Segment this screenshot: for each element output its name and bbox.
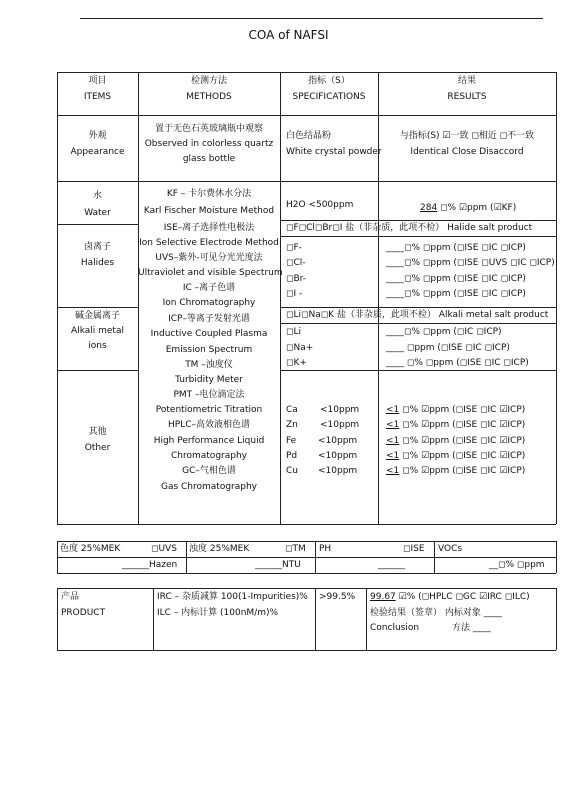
vocs-result: __◻% ◻ppm [489,560,545,570]
other-result-rest: ◻% ☑ppm (◻ISE ◻IC ☑ICP) [399,451,526,461]
ph-label: PH [319,544,332,554]
appearance-method-3: glass bottle [182,154,236,164]
vocs-label: VOCs [438,544,463,554]
header-items-cn: 项目 [88,76,107,86]
other-limit: <10ppm [318,466,358,476]
method-line: High Performance Liquid [153,436,265,446]
method-line: Chromatography [171,451,247,461]
turbidity-label: 浊度 25%MEK [189,544,250,554]
method-line: Potentiometric Titration [155,405,263,415]
ph-method: ◻ISE [403,544,425,554]
other-result [386,451,525,462]
method-line: ISE–离子选择性电极法 [163,223,255,233]
other-result-rest: ◻% ☑ppm (◻ISE ◻IC ☑ICP) [399,405,526,415]
method-line: UVS–紫外-可见分光光度法 [155,253,263,263]
page-title: COA of NAFSI [248,28,329,42]
alkali-item-en-1: Alkali metal [71,326,124,336]
water-method-1: KF – 卡尔费休水分法 [166,189,252,199]
turbidity-result: ______NTU [255,560,301,570]
color-label: 色度 25%MEK [60,544,121,554]
other-element: Ca [286,405,298,415]
color-result: ______Hazen [122,560,178,570]
water-item-en: Water [84,208,111,218]
halide-result: ____◻% ◻ppm (◻ISE ◻IC ◻ICP) [386,289,526,299]
halide-result: ____◻% ◻ppm (◻ISE ◻IC ◻ICP) [386,243,526,253]
appearance-spec-en: White crystal powder [286,147,382,157]
product-result-value: 99.67 [370,592,396,602]
method-line: Inductive Coupled Plasma [150,329,268,339]
header-results-cn: 结果 [457,76,476,86]
product-result-rest: ☑% (◻HPLC ◻GC ☑IRC ◻ILC) [395,592,530,602]
top-rule [80,18,543,19]
method-line: Turbidity Meter [175,375,243,385]
halide-result: ____◻% ◻ppm (◻ISE ◻IC ◻ICP) [386,274,526,284]
other-limit: <10ppm [318,451,358,461]
halide-spec: ◻I - [286,289,303,299]
other-limit: <10ppm [320,405,360,415]
water-method-2: Karl Fischer Moisture Method [143,206,275,216]
other-element: Fe [286,436,297,446]
other-element: Zn [286,420,298,430]
halide-spec: ◻Br- [286,274,307,284]
halide-result: ____◻% ◻ppm (◻ISE ◻UVS ◻IC ◻ICP) [386,258,555,268]
alkali-spec: ◻Na+ [286,343,314,353]
other-result-rest: ◻% ☑ppm (◻ISE ◻IC ☑ICP) [399,466,526,476]
other-limit: <10ppm [318,436,358,446]
alkali-spec: ◻K+ [286,358,307,368]
header-methods-cn: 检测方法 [190,76,227,86]
other-result [386,420,525,431]
alkali-result: ____ ◻% ◻ppm (◻ISE ◻IC ◻ICP) [386,358,529,368]
halide-spec: ◻F- [286,243,302,253]
alkali-item-cn: 碱金属离子 [74,311,120,321]
water-result-rest: ◻% ☑ppm (☑KF) [437,203,517,213]
halide-spec: ◻Cl- [286,258,306,268]
alkali-item-en-2: ions [88,341,107,351]
method-line: HPLC–高效液相色谱 [168,420,250,430]
halides-spec-header: ◻F◻Cl◻Br◻I 盐（非杂质，此项不检） Halide salt product [286,223,533,233]
other-element: Cu [286,466,298,476]
other-result [386,436,525,447]
appearance-item-en: Appearance [70,147,125,157]
header-spec-cn: 指标（S） [308,76,350,86]
halides-item-cn: 卤离子 [83,242,111,252]
header-results-en: RESULTS [447,92,487,102]
other-item-en: Other [84,443,111,453]
appearance-result-cn: 与指标(S) ☑一致 ◻相近 ◻不一致 [399,131,535,141]
other-result-value: <1 [386,405,400,415]
header-items-en: ITEMS [83,92,112,102]
turbidity-method: ◻TM [285,544,306,554]
product-conclusion: Conclusion [370,623,420,633]
product-method: 方法 ____ [452,623,491,633]
ph-result: ______ [378,560,405,570]
method-line: TM –浊度仪 [185,360,233,370]
product-label-cn: 产品 [61,592,80,602]
other-limit: <10ppm [320,420,360,430]
water-result-value: 284 [420,203,438,213]
method-line: Ultraviolet and visible Spectrum [138,268,283,278]
method-line: Ion Chromatography [162,298,256,308]
method-line: Ion Selective Electrode Method [139,238,279,248]
appearance-spec-cn: 白色结晶粉 [286,131,332,141]
other-item-cn: 其他 [88,427,107,437]
method-line: PMT –电位滴定法 [173,390,245,400]
product-sign-line: 检验结果（签章） 内标对象 ____ [370,608,502,618]
other-result-value: <1 [386,451,400,461]
method-line: ICP–等离子发射光谱 [168,314,250,324]
other-element: Pd [286,451,298,461]
product-ilc: ILC – 内标计算 (100nM/m)% [157,608,279,618]
method-line: Emission Spectrum [165,345,253,355]
method-line: Gas Chromatography [160,482,258,492]
water-result [420,203,516,214]
water-spec: H2O <500ppm [286,200,354,210]
alkali-spec: ◻Li [286,327,301,337]
other-result-value: <1 [386,436,400,446]
product-result [370,592,530,603]
alkali-spec-header: ◻Li◻Na◻K 盐（非杂质，此项不检） Alkali metal salt product [286,310,549,320]
header-spec-en: SPECIFICATIONS [292,92,366,102]
appearance-result-en: Identical Close Disaccord [410,147,524,157]
water-item-cn: 水 [92,191,102,201]
color-method: ◻UVS [151,544,177,554]
halides-item-en: Halides [80,258,115,268]
other-result-value: <1 [386,466,400,476]
header-methods-en: METHODS [186,92,232,102]
other-result-rest: ◻% ☑ppm (◻ISE ◻IC ☑ICP) [399,436,526,446]
other-result-value: <1 [386,420,400,430]
appearance-item-cn: 外观 [88,131,107,141]
appearance-method-1: 置于无色石英玻璃瓶中观察 [154,124,263,134]
alkali-result: ____◻% ◻ppm (◻IC ◻ICP) [386,327,502,337]
method-line: GC–气相色谱 [182,466,236,476]
other-result [386,466,525,477]
other-result-rest: ◻% ☑ppm (◻ISE ◻IC ☑ICP) [399,420,526,430]
method-line: IC –离子色谱 [182,283,236,293]
product-label-en: PRODUCT [61,608,106,618]
product-spec: >99.5% [319,592,356,602]
appearance-method-2: Observed in colorless quartz [144,139,274,149]
other-result [386,405,525,416]
alkali-result: ____ ◻ppm (◻ISE ◻IC ◻ICP) [386,343,510,353]
product-irc: IRC – 杂质减算 100(1-Impurities)% [157,592,308,602]
